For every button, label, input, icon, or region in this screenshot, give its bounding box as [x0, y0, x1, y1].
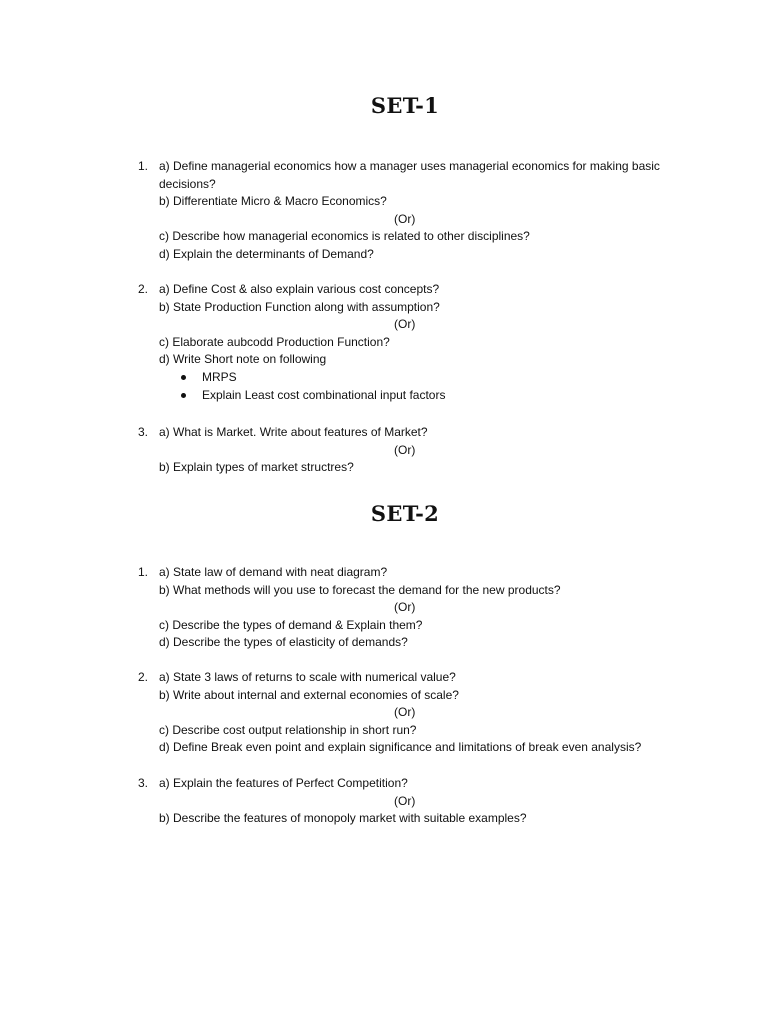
part-a: a) State 3 laws of returns to scale with numerical value?	[159, 670, 456, 684]
or-separator: (Or)	[394, 793, 416, 808]
set-1-heading: SET-1	[370, 93, 440, 118]
or-separator: (Or)	[394, 317, 416, 332]
set-2-heading: SET-2	[370, 501, 440, 526]
bullet-item: MRPS	[202, 369, 237, 384]
part-d: d) Write Short note on following	[159, 352, 327, 367]
part-d: d) Define Break even point and explain significance and limitations of break even analysis?	[159, 740, 642, 755]
part-a-continued: decisions?	[159, 176, 216, 191]
or-separator: (Or)	[394, 211, 416, 226]
set-1-question-2	[0, 281, 700, 404]
question-number: 2.	[138, 282, 149, 296]
bullet-icon	[181, 375, 186, 380]
bullet-icon	[181, 393, 186, 398]
part-d: d) Describe the types of elasticity of demands?	[159, 635, 408, 650]
part-c: c) Elaborate aubcodd Production Function?	[159, 334, 390, 349]
question-number: 1.	[138, 159, 149, 173]
question-number: 2.	[138, 670, 149, 684]
part-b: b) State Production Function along with assumption?	[159, 299, 440, 314]
set-2-question-2	[0, 669, 700, 757]
part-a: a) State law of demand with neat diagram?	[159, 565, 388, 579]
or-separator: (Or)	[394, 705, 416, 720]
part-b: b) Explain types of market structres?	[159, 460, 354, 475]
bullet-item: Explain Least cost combinational input factors	[202, 387, 446, 402]
part-c: c) Describe cost output relationship in short run?	[159, 722, 417, 737]
part-b: b) What methods will you use to forecast the demand for the new products?	[159, 582, 561, 597]
part-a: a) Define managerial economics how a manager uses managerial economics for making basic	[159, 159, 660, 173]
part-c: c) Describe the types of demand & Explain them?	[159, 617, 423, 632]
set-2-question-3	[0, 775, 700, 828]
set-1-question-3	[0, 424, 700, 477]
part-d: d) Explain the determinants of Demand?	[159, 246, 374, 261]
part-a: a) What is Market. Write about features of Market?	[159, 425, 428, 439]
question-number: 3.	[138, 425, 149, 439]
set-2-question-1	[0, 564, 700, 652]
part-a: a) Define Cost & also explain various cost concepts?	[159, 282, 440, 296]
question-number: 3.	[138, 776, 149, 790]
part-c: c) Describe how managerial economics is related to other disciplines?	[159, 229, 530, 244]
part-a: a) Explain the features of Perfect Competition?	[159, 776, 408, 790]
part-b: b) Write about internal and external economies of scale?	[159, 687, 459, 702]
part-b: b) Describe the features of monopoly market with suitable examples?	[159, 811, 527, 826]
part-b: b) Differentiate Micro & Macro Economics?	[159, 194, 387, 209]
set-1-question-1	[0, 158, 700, 264]
or-separator: (Or)	[394, 442, 416, 457]
or-separator: (Or)	[394, 600, 416, 615]
question-number: 1.	[138, 565, 149, 579]
